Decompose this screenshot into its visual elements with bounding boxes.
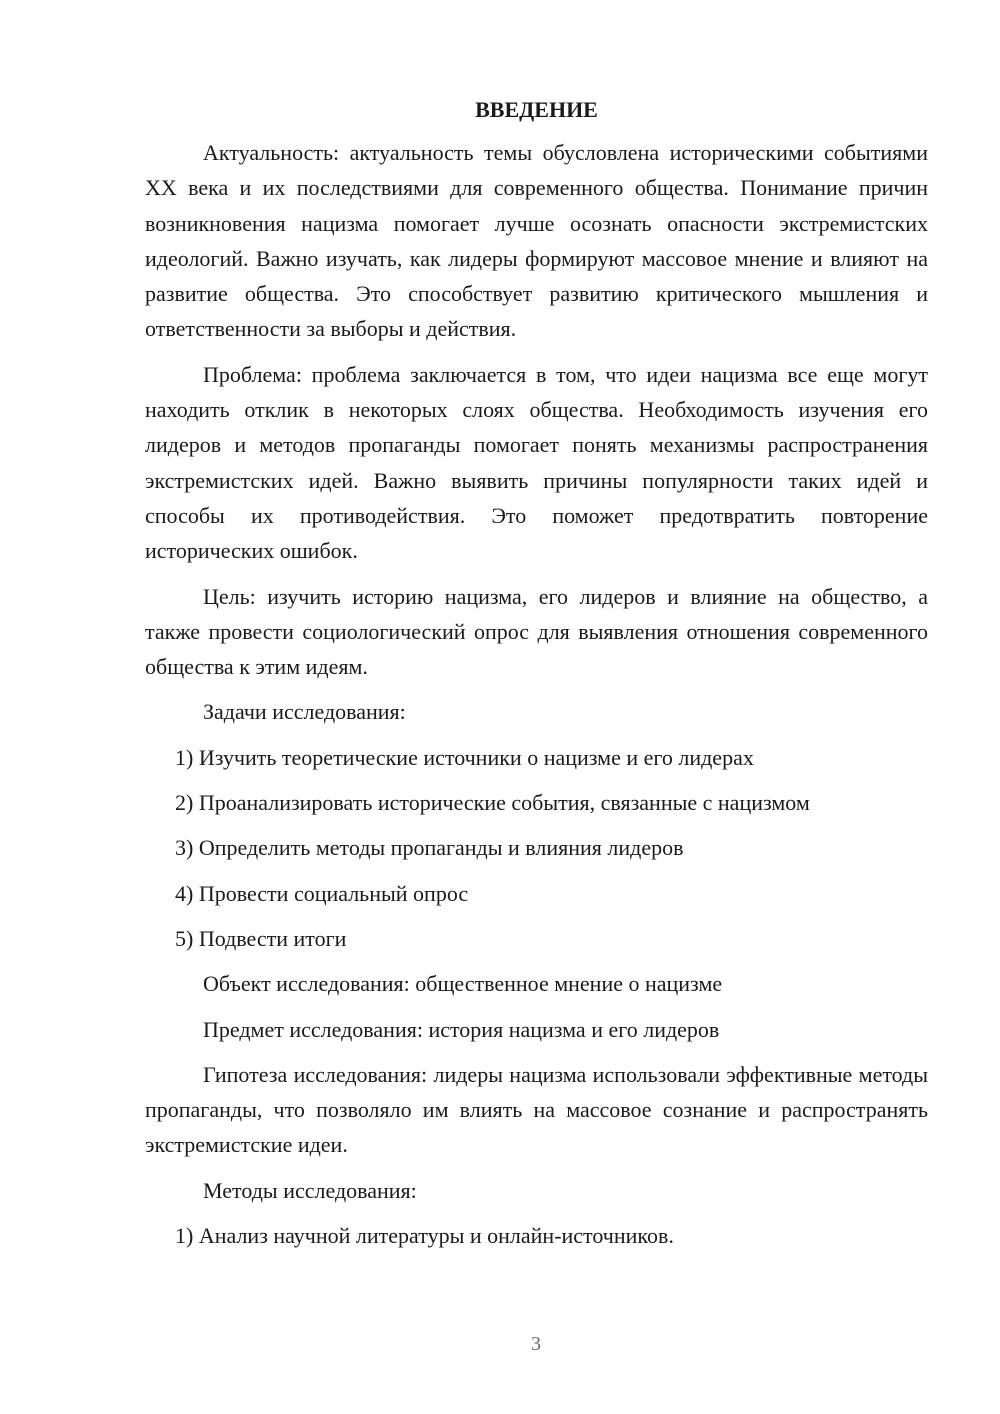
- method-item-1: 1) Анализ научной литературы и онлайн-источников.: [175, 1223, 674, 1249]
- page-content: [145, 95, 928, 1263]
- methods-label: Методы исследования:: [203, 1177, 417, 1203]
- task-item-4: 4) Провести социальный опрос: [175, 880, 469, 906]
- task-item-3: 3) Определить методы пропаганды и влияния лидеров: [175, 835, 684, 861]
- task-item-1: 1) Изучить теоретические источники о нацизме и его лидерах: [175, 744, 754, 770]
- goal-paragraph: Цель: изучить историю нацизма, его лидеров и влияние на общество, а также провести социологический опрос для выявления отношения современного общества к этим идеям.: [145, 583, 928, 680]
- task-item-2: 2) Проанализировать исторические события, связанные с нацизмом: [175, 790, 810, 816]
- relevance-paragraph: Актуальность: актуальность темы обусловлена историческими событиями XX века и их последствиями для современного общества. Понимание причин возникновения нацизма помогает лучше осознать опасности экстремистских идеологий. Важно изучать, как лидеры формируют массовое мнение и влияют на развитие общества. Это способствует развитию критического мышления и ответственности за выборы и действия.: [145, 140, 928, 342]
- hypothesis-paragraph: Гипотеза исследования: лидеры нацизма использовали эффективные методы пропаганды, что позволяло им влиять на массовое сознание и распространять экстремистские идеи.: [145, 1061, 928, 1158]
- task-item-5: 5) Подвести итоги: [175, 925, 347, 951]
- page-number: 3: [531, 1333, 541, 1355]
- research-object: Объект исследования: общественное мнение о нацизме: [203, 971, 723, 997]
- section-heading: ВВЕДЕНИЕ: [475, 97, 598, 122]
- problem-paragraph: Проблема: проблема заключается в том, что идеи нацизма все еще могут находить отклик в некоторых слоях общества. Необходимость изучения его лидеров и методов пропаганды помогает понять механизмы распространения экстремистских идей. Важно выявить причины популярности таких идей и способы их противодействия. Это поможет предотвратить повторение исторических ошибок.: [145, 361, 928, 564]
- research-subject: Предмет исследования: история нацизма и его лидеров: [203, 1016, 720, 1042]
- tasks-label: Задачи исследования:: [203, 699, 406, 725]
